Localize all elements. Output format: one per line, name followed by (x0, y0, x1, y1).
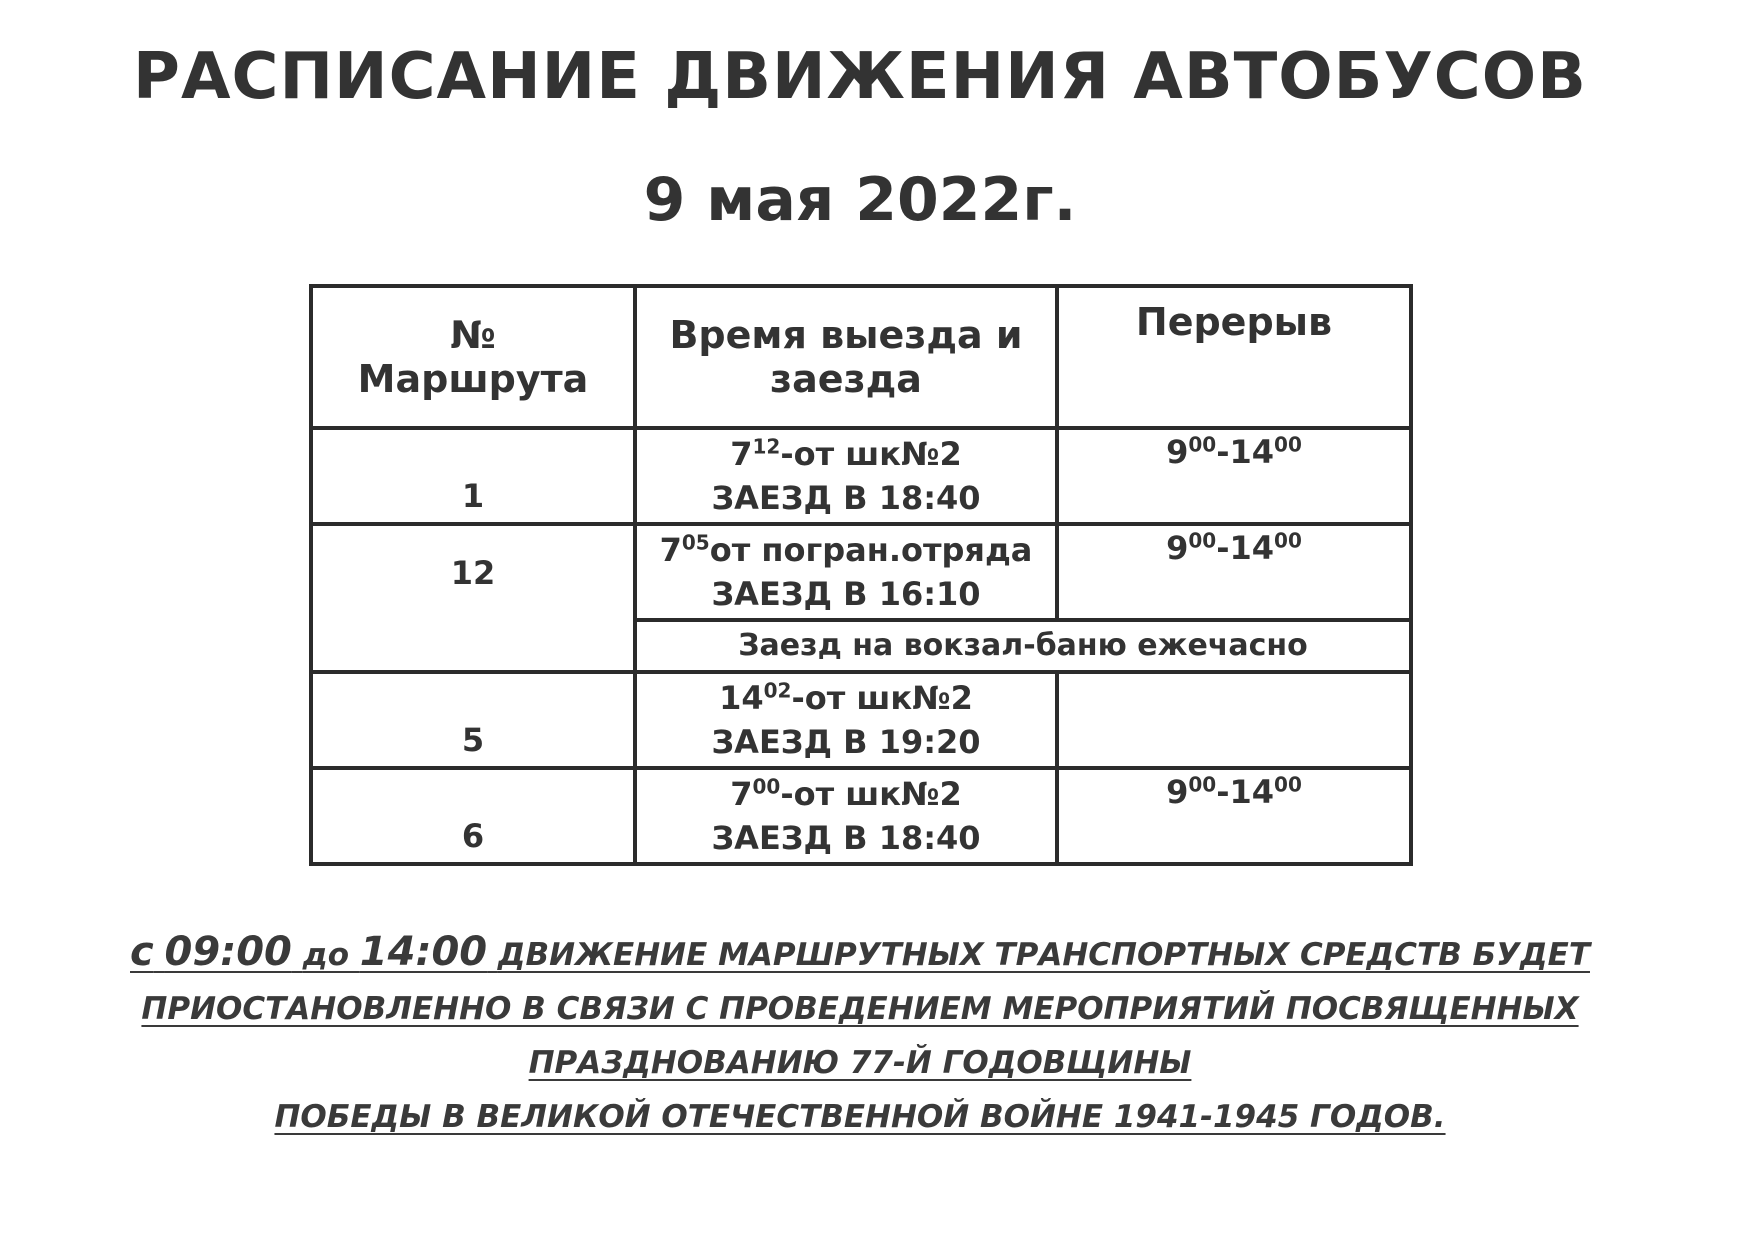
header-route-line2: Маршрута (357, 357, 589, 401)
table-row (311, 768, 1411, 864)
header-route (311, 286, 635, 428)
route-note: Заезд на вокзал-баню ежечасно (635, 620, 1411, 672)
route-number: 1 (311, 428, 635, 524)
return-time: ЗАЕЗД В 19:20 (711, 723, 981, 761)
break-time-empty (1057, 672, 1411, 768)
return-time: ЗАЕЗД В 18:40 (711, 479, 981, 517)
notice-line-4: ПОБЕДЫ В ВЕЛИКОЙ ОТЕЧЕСТВЕННОЙ ВОЙНЕ 1941-1945 ГОДОВ. (274, 1099, 1446, 1135)
route-number: 6 (311, 768, 635, 864)
departure-time: $14^{02}-от$ шк№2 (719, 678, 973, 717)
notice-line-1: с 09:00 до 14:00 ДВИЖЕНИЕ МАРШРУТНЫХ ТРАНСПОРТНЫХ СРЕДСТВ БУДЕТ (130, 929, 1590, 975)
header-time-line1: Время выезда и (669, 313, 1023, 357)
route-number: 12 (311, 524, 635, 672)
break-time: $9^{00}-14^{00}$ (1057, 428, 1411, 524)
time-cell (635, 768, 1057, 864)
return-time: ЗАЕЗД В 16:10 (711, 575, 981, 613)
table-row (311, 672, 1411, 768)
table-row (311, 428, 1411, 524)
departure-time: $7^{05}от$ погран.отряда (659, 530, 1033, 569)
notice-line-3: ПРАЗДНОВАНИЮ 77-Й ГОДОВЩИНЫ (528, 1045, 1192, 1081)
page-title: РАСПИСАНИЕ ДВИЖЕНИЯ АВТОБУСОВ (133, 40, 1587, 114)
time-cell (635, 428, 1057, 524)
header-time-line2: заезда (770, 357, 922, 401)
break-time: $9^{00}-14^{00}$ (1057, 524, 1411, 620)
notice-line-2: ПРИОСТАНОВЛЕННО В СВЯЗИ С ПРОВЕДЕНИЕМ МЕРОПРИЯТИЙ ПОСВЯЩЕННЫХ (141, 991, 1579, 1027)
departure-time: $7^{00}-от$ шк№2 (730, 774, 962, 813)
header-time (635, 286, 1057, 428)
table-row (311, 524, 1411, 620)
header-route-line1: № (450, 313, 496, 357)
schedule-date: 9 мая 2022г. (643, 165, 1077, 235)
time-cell (635, 524, 1057, 620)
departure-time: $7^{12}-от$ шк№2 (730, 434, 962, 473)
break-time: $9^{00}-14^{00}$ (1057, 768, 1411, 864)
table-header-row (311, 286, 1411, 428)
header-break: Перерыв (1057, 286, 1411, 428)
time-cell (635, 672, 1057, 768)
notice-block (0, 925, 1720, 1144)
route-number: 5 (311, 672, 635, 768)
return-time: ЗАЕЗД В 18:40 (711, 819, 981, 857)
schedule-table (309, 284, 1413, 866)
